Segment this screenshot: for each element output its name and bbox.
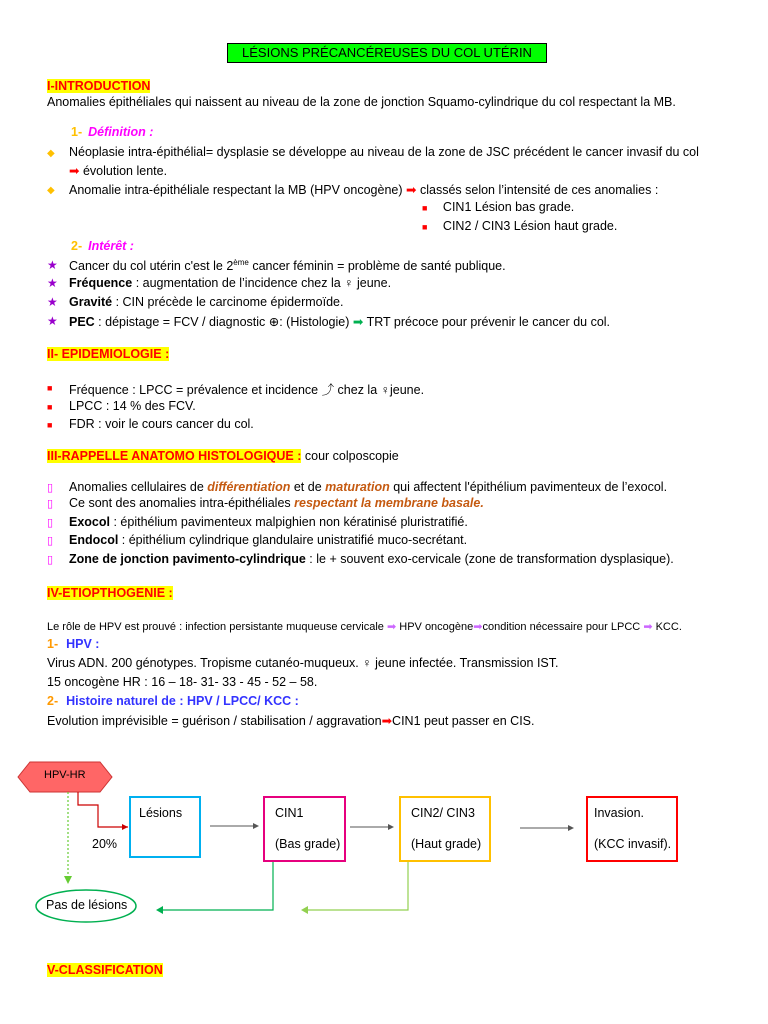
cin23-box <box>399 796 491 862</box>
list-item <box>47 145 55 159</box>
list-item: ■ Fréquence : LPCC = prévalence et incidence ⤴ chez la ♀jeune. <box>47 383 425 397</box>
subheading-definition: 1- Définition : <box>71 125 154 139</box>
list-item <box>47 258 58 272</box>
list-item: ▯ Exocol : épithélium pavimenteux malpighien non kératinisé pluristratifié. <box>47 515 468 529</box>
lightgreen-return-line <box>305 862 408 910</box>
cin23-label: CIN2/ CIN3 <box>411 806 475 820</box>
list-item: ▯ Anomalies cellulaires de différentiation et de maturation qui affectent l'épithélium pavimenteux de l’exocol. <box>47 480 668 494</box>
subheading-histoire: 2- Histoire naturel de : HPV / LPCC/ KCC : <box>47 694 299 708</box>
cin1-grade-label: (Bas grade) <box>275 837 341 851</box>
purple-arrow-icon: ➡ <box>473 621 483 633</box>
histoire-text: Evolution imprévisible = guérison / stabilisation / aggravation➡CIN1 peut passer en CIS. <box>47 714 535 728</box>
subheading-hpv: 1- HPV : <box>47 637 100 651</box>
section-heading-classification: V-CLASSIFICATION <box>47 963 163 977</box>
section-heading-introduction: I-INTRODUCTION <box>47 79 151 93</box>
interet-line-1: Cancer du col utérin c'est le 2ème cancer féminin = problème de santé publique. <box>69 258 506 274</box>
section-heading-epidemiologie: II- EPIDEMIOLOGIE : <box>47 347 170 361</box>
hpv-line-2: 15 oncogène HR : 16 – 18- 31- 33 - 45 - 52 – 58. <box>47 675 318 689</box>
red-connector-line <box>78 792 128 827</box>
red-arrow-icon: ➡ <box>381 714 393 728</box>
star-bullet-icon: ★ <box>47 258 58 272</box>
cin1-label: CIN1 <box>275 806 304 820</box>
square-bullet-icon: ■ <box>47 402 53 412</box>
page-title: LÉSIONS PRÉCANCÉREUSES DU COL UTÉRIN <box>227 43 547 63</box>
section-heading-anatomo: III-RAPPELLE ANATOMO HISTOLOGIQUE : cour colposcopie <box>47 449 399 463</box>
square-bullet-icon: ■ <box>47 420 53 430</box>
list-item: ▯ Ce sont des anomalies intra-épithéliales respectant la membrane basale. <box>47 496 484 510</box>
invasion-box <box>586 796 678 862</box>
purple-arrow-icon: ➡ <box>643 621 653 633</box>
lesions-box <box>129 796 201 858</box>
box-bullet-icon: ▯ <box>47 554 54 566</box>
list-item: ■ LPCC : 14 % des FCV. <box>47 399 196 413</box>
subheading-interet: 2- Intérêt : <box>71 239 134 253</box>
green-arrow-icon: ➡ <box>352 315 364 329</box>
etio-role-line: Le rôle de HPV est prouvé : infection persistante muqueuse cervicale ➡ HPV oncogène➡condition nécessaire pour LPCC ➡ KCC. <box>47 621 682 633</box>
diamond-bullet-icon: ◆ <box>47 185 55 196</box>
red-arrow-icon: ➡ <box>406 183 417 197</box>
arrowhead-icon <box>388 824 394 830</box>
arrowhead-icon <box>253 823 259 829</box>
definition-line-1b: ➡ évolution lente. <box>69 164 168 178</box>
cin23-grade-label: (Haut grade) <box>411 837 482 851</box>
star-bullet-icon: ★ <box>47 295 58 309</box>
list-item: ■ FDR : voir le cours cancer du col. <box>47 417 254 431</box>
green-arrowhead-icon <box>64 876 72 884</box>
invasion-kcc-label: (KCC invasif). <box>594 837 672 851</box>
box-bullet-icon: ▯ <box>47 498 54 510</box>
definition-line-1: Néoplasie intra-épithélial= dysplasie se développe au niveau de la zone de JSC précédent le cancer invasif du col <box>69 145 699 159</box>
green-return-line <box>160 862 273 910</box>
intro-text: Anomalies épithéliales qui naissent au niveau de la zone de jonction Squamo-cylindrique du col respectant la MB. <box>47 95 676 109</box>
list-item: ▯ Endocol : épithélium cylindrique glandulaire unistratifié muco-secrétant. <box>47 533 468 547</box>
box-bullet-icon: ▯ <box>47 535 54 547</box>
list-item <box>47 276 58 290</box>
hpv-hr-label: HPV-HR <box>44 769 86 781</box>
invasion-label: Invasion. <box>594 806 645 820</box>
list-item: ▯ Zone de jonction pavimento-cylindrique : le + souvent exo-cervicale (zone de transformation dysplasique). <box>47 552 674 566</box>
square-bullet-icon: ■ <box>422 222 428 232</box>
arrowhead-icon <box>568 825 574 831</box>
box-bullet-icon: ▯ <box>47 482 54 494</box>
red-arrowhead-icon <box>122 824 128 830</box>
box-bullet-icon: ▯ <box>47 517 54 529</box>
list-item <box>47 314 58 328</box>
hpv-line-1: Virus ADN. 200 génotypes. Tropisme cutanéo-muqueux. ♀ jeune infectée. Transmission IST. <box>47 656 559 670</box>
diamond-bullet-icon: ◆ <box>47 148 55 159</box>
square-bullet-icon: ■ <box>422 203 428 213</box>
purple-arrow-icon: ➡ <box>386 621 397 633</box>
red-arrow-icon: ➡ <box>69 164 80 178</box>
pas-de-lesions-label: Pas de lésions <box>46 898 128 912</box>
list-item <box>47 182 55 196</box>
section-heading-etiopathogenie: IV-ETIOPTHOGENIE : <box>47 586 173 600</box>
star-bullet-icon: ★ <box>47 276 58 290</box>
interet-gravite: Gravité : CIN précède le carcinome épidermoïde. <box>69 295 344 309</box>
definition-line-2: Anomalie intra-épithéliale respectant la MB (HPV oncogène) ➡ classés selon l’intensité de ces anomalies : <box>69 183 659 197</box>
lightgreen-arrowhead-icon <box>301 906 308 914</box>
green-arrowhead-icon <box>156 906 163 914</box>
interet-pec: PEC : dépistage = FCV / diagnostic ⊕: (Histologie) ➡ TRT précoce pour prévenir le cancer du col. <box>69 315 611 329</box>
star-bullet-icon: ★ <box>47 314 58 328</box>
interet-frequence: Fréquence : augmentation de l’incidence chez la ♀ jeune. <box>69 276 392 290</box>
list-item: ■ CIN1 Lésion bas grade. <box>422 200 575 214</box>
list-item <box>47 295 58 309</box>
lesions-label: Lésions <box>139 806 183 820</box>
square-bullet-icon: ■ <box>47 383 53 393</box>
cin1-box <box>263 796 346 862</box>
list-item: ■ CIN2 / CIN3 Lésion haut grade. <box>422 219 618 233</box>
percent-label: 20% <box>92 837 118 851</box>
